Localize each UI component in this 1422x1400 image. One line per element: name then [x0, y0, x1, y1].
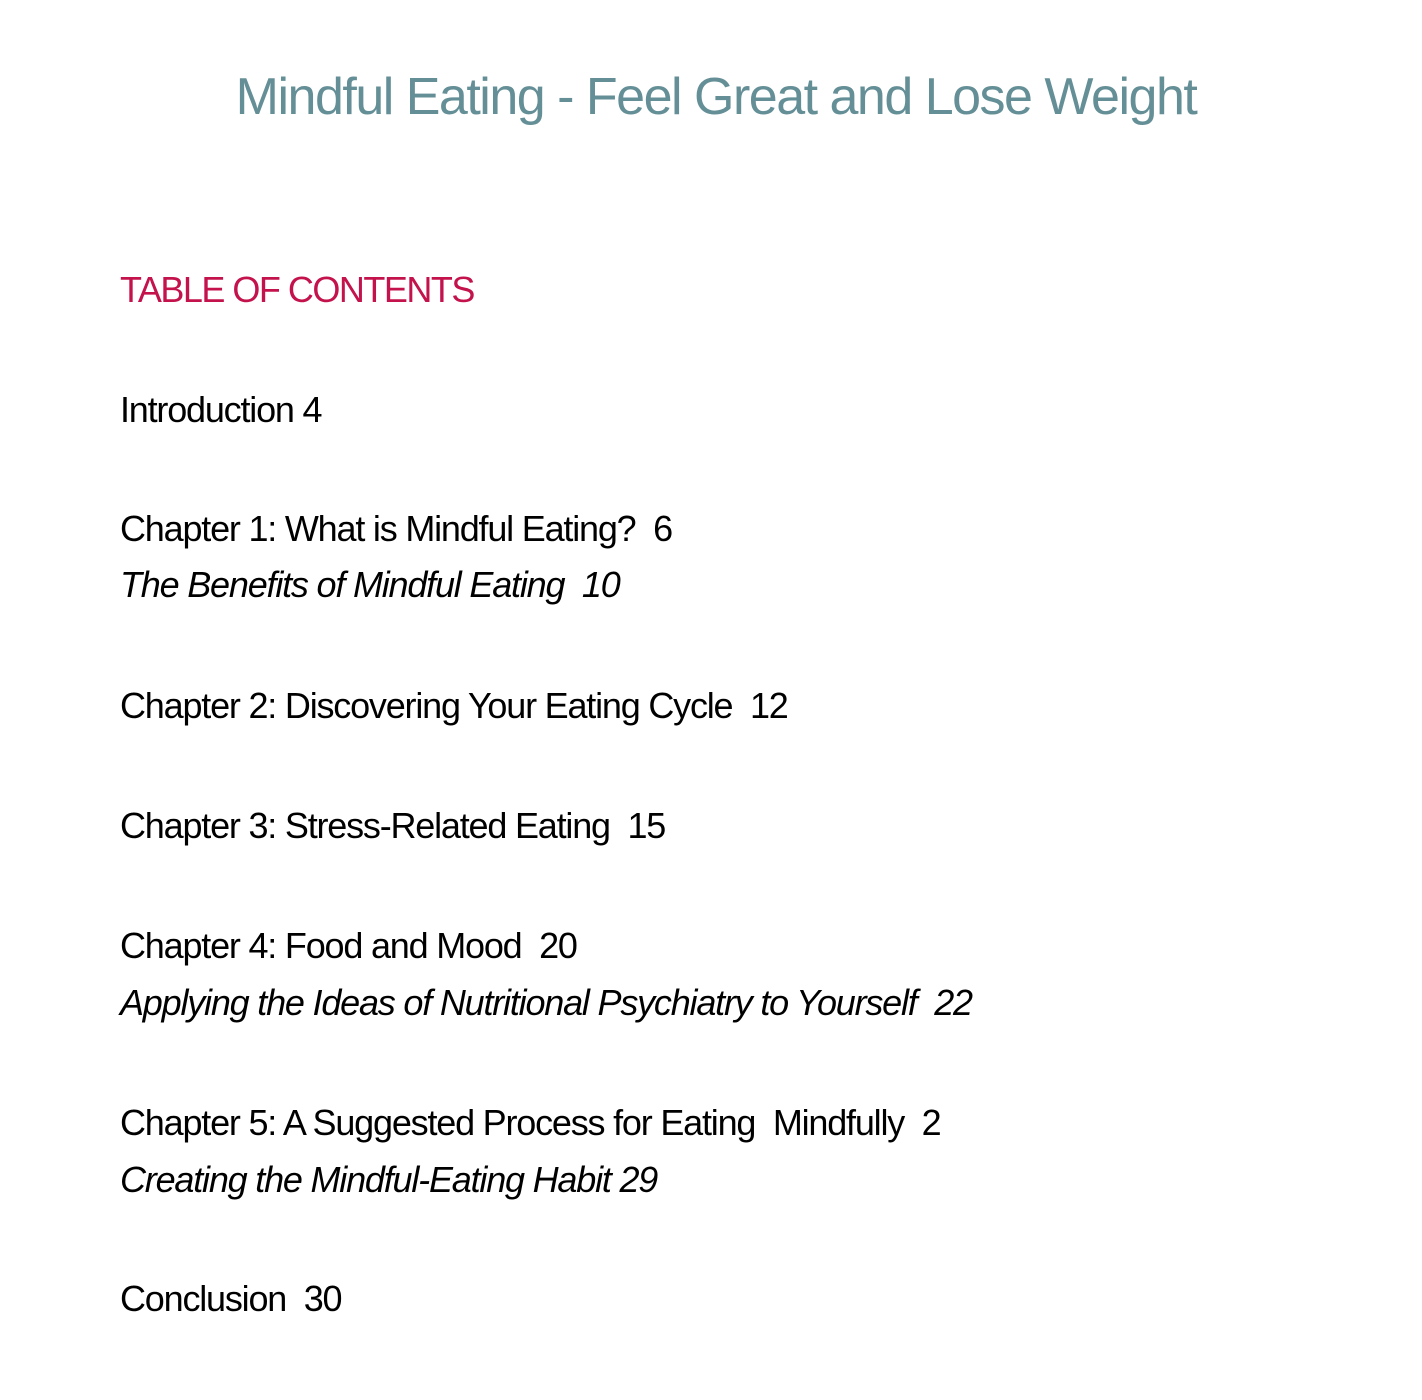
toc-entry-nutritional-psychiatry: Applying the Ideas of Nutritional Psychiatry to Yourself 22	[120, 982, 972, 1023]
toc-entry-chapter-3: Chapter 3: Stress-Related Eating 15	[120, 805, 666, 846]
document-title: Mindful Eating - Feel Great and Lose Weight	[235, 68, 1197, 126]
toc-entry-conclusion: Conclusion 30	[120, 1278, 342, 1319]
toc-entry-benefits: The Benefits of Mindful Eating 10	[120, 564, 620, 605]
toc-entry-chapter-4: Chapter 4: Food and Mood 20	[120, 925, 577, 966]
toc-entry-habit: Creating the Mindful-Eating Habit 29	[120, 1159, 658, 1200]
toc-entry-chapter-2: Chapter 2: Discovering Your Eating Cycle 12	[120, 685, 788, 726]
toc-entry-chapter-1: Chapter 1: What is Mindful Eating? 6	[120, 508, 672, 549]
toc-heading: TABLE OF CONTENTS	[120, 269, 474, 310]
toc-entry-introduction: Introduction 4	[120, 389, 322, 430]
toc-entry-chapter-5: Chapter 5: A Suggested Process for Eating Mindfully 2	[120, 1102, 941, 1143]
